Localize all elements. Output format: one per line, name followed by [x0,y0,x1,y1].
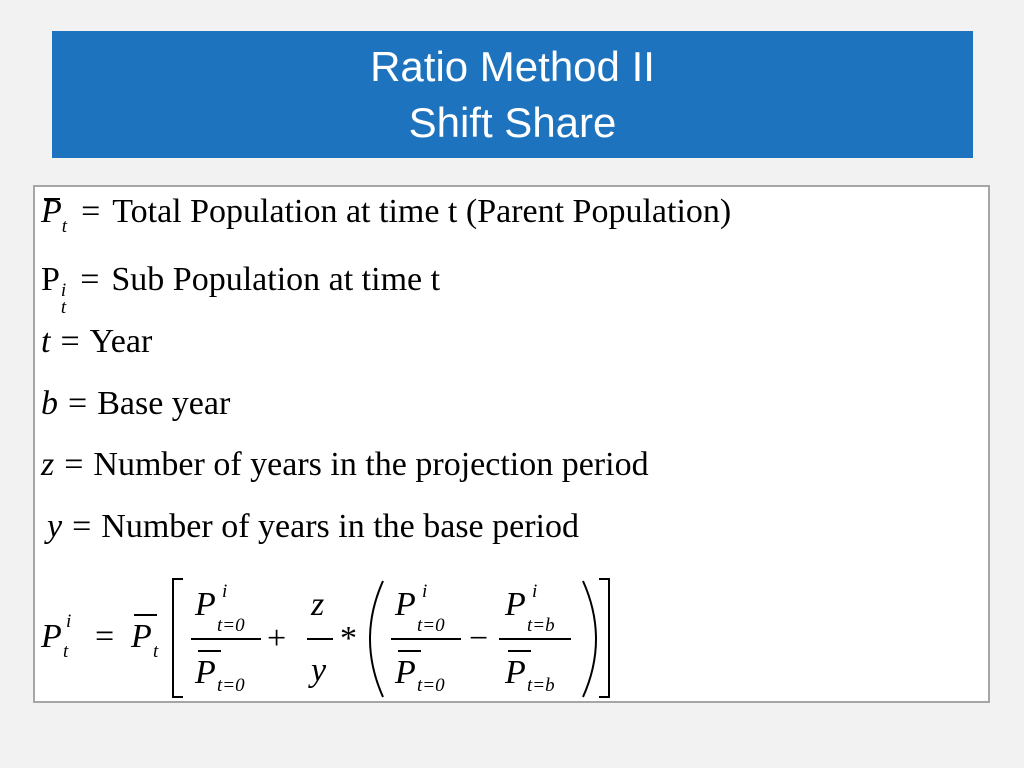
minus-sign: − [469,620,489,657]
equals-sign: = [81,193,101,230]
frac3-den-sub: t=b [527,675,555,696]
lhs-symbol: P [41,618,62,655]
frac3-num-symbol: P [505,586,526,623]
frac3-den-symbol: P [505,654,526,691]
times-sign: * [340,620,357,657]
title-banner [52,31,973,158]
definition-text: Number of years in the projection period [93,446,649,483]
year-symbol: t [41,323,51,360]
frac2-den-symbol: P [395,654,416,691]
z-symbol: z [41,446,55,483]
y-symbol: y [47,508,63,545]
base-year-symbol: b [41,385,58,422]
parent-population-symbol: P [41,193,62,230]
frac2-num-sup: i [422,581,428,602]
lhs-superscript: i [66,611,72,632]
shift-share-formula [35,187,988,701]
frac1-num-sub: t=0 [217,615,245,636]
plus-sign: + [267,620,287,657]
right-square-bracket [599,579,609,697]
equals-sign: = [72,508,92,545]
definition-text: Year [89,323,153,360]
sub-population-symbol: P [41,261,60,298]
frac2-den-sub: t=0 [417,675,445,696]
z-numerator: z [311,586,325,623]
equals-sign: = [64,446,84,483]
equals-sign: = [80,261,100,298]
subscript: t [61,216,68,237]
definition-text: Total Population at time t (Parent Population) [112,193,732,230]
left-square-bracket [173,579,183,697]
frac1-den-symbol: P [195,654,216,691]
right-parenthesis [583,581,596,697]
parent-subscript: t [153,641,159,662]
equals-sign: = [60,323,80,360]
lhs-subscript: t [63,641,69,662]
parent-symbol: P [131,618,152,655]
definitions-box [33,185,990,703]
y-denominator: y [311,652,327,689]
title-line-1: Ratio Method II [370,42,655,90]
frac1-den-sub: t=0 [217,675,245,696]
definition-text: Base year [97,385,231,422]
definition-text: Sub Population at time t [111,261,441,298]
definition-text: Number of years in the base period [101,508,580,545]
frac1-num-symbol: P [195,586,216,623]
frac3-num-sup: i [532,581,538,602]
frac2-num-sub: t=0 [417,615,445,636]
equals-sign: = [68,385,88,422]
sub-population-scripts: i t [60,280,67,318]
left-parenthesis [370,581,383,697]
frac3-num-sub: t=b [527,615,555,636]
title-line-2: Shift Share [408,98,617,146]
formula-equals: = [95,618,115,655]
frac2-num-symbol: P [395,586,416,623]
frac1-num-sup: i [222,581,228,602]
